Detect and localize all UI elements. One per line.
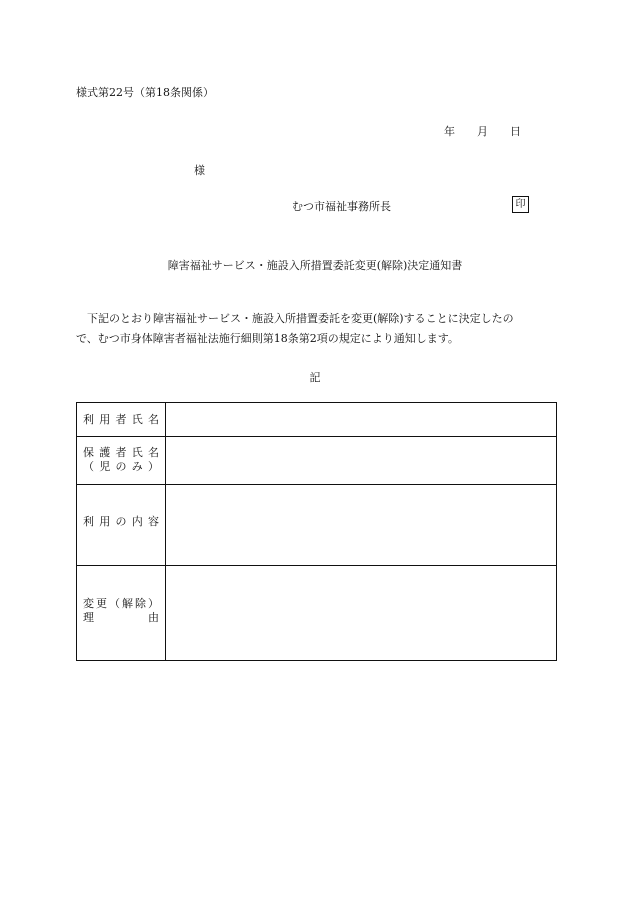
label-change-reason: 変 更 （ 解 除 ） 理 由 <box>77 566 166 661</box>
date-line <box>444 123 521 139</box>
form-number: 様式第22号（第18条関係） <box>76 86 214 99</box>
issuer-name: むつ市福祉事務所長 <box>292 200 391 213</box>
seal-mark: 印 <box>512 196 529 213</box>
value-user-name[interactable] <box>166 403 557 437</box>
value-usage-content[interactable] <box>166 485 557 566</box>
table-row <box>77 437 557 485</box>
document-title: 障害福祉サービス・施設入所措置委託変更(解除)決定通知書 <box>167 259 463 272</box>
date-year: 年 <box>444 125 455 138</box>
label-user-name: 利 用 者 氏 名 <box>77 403 166 437</box>
details-table <box>76 402 557 661</box>
date-month: 月 <box>477 125 488 138</box>
label-guardian-name: 保 護 者 氏 名 （ 児 の み ） <box>77 437 166 485</box>
body-line-2: で、むつ市身体障害者福祉法施行細則第18条第2項の規定により通知します。 <box>76 332 459 345</box>
body-line-1: 下記のとおり障害福祉サービス・施設入所措置委託を変更(解除)することに決定したの <box>76 312 514 325</box>
body-text <box>76 309 556 349</box>
label-usage-content: 利 用 の 内 容 <box>77 485 166 566</box>
value-guardian-name[interactable] <box>166 437 557 485</box>
table-row <box>77 566 557 661</box>
date-day: 日 <box>510 125 521 138</box>
table-row <box>77 403 557 437</box>
ki-heading: 記 <box>309 371 321 384</box>
addressee-suffix: 様 <box>194 164 205 177</box>
table-row <box>77 485 557 566</box>
value-change-reason[interactable] <box>166 566 557 661</box>
